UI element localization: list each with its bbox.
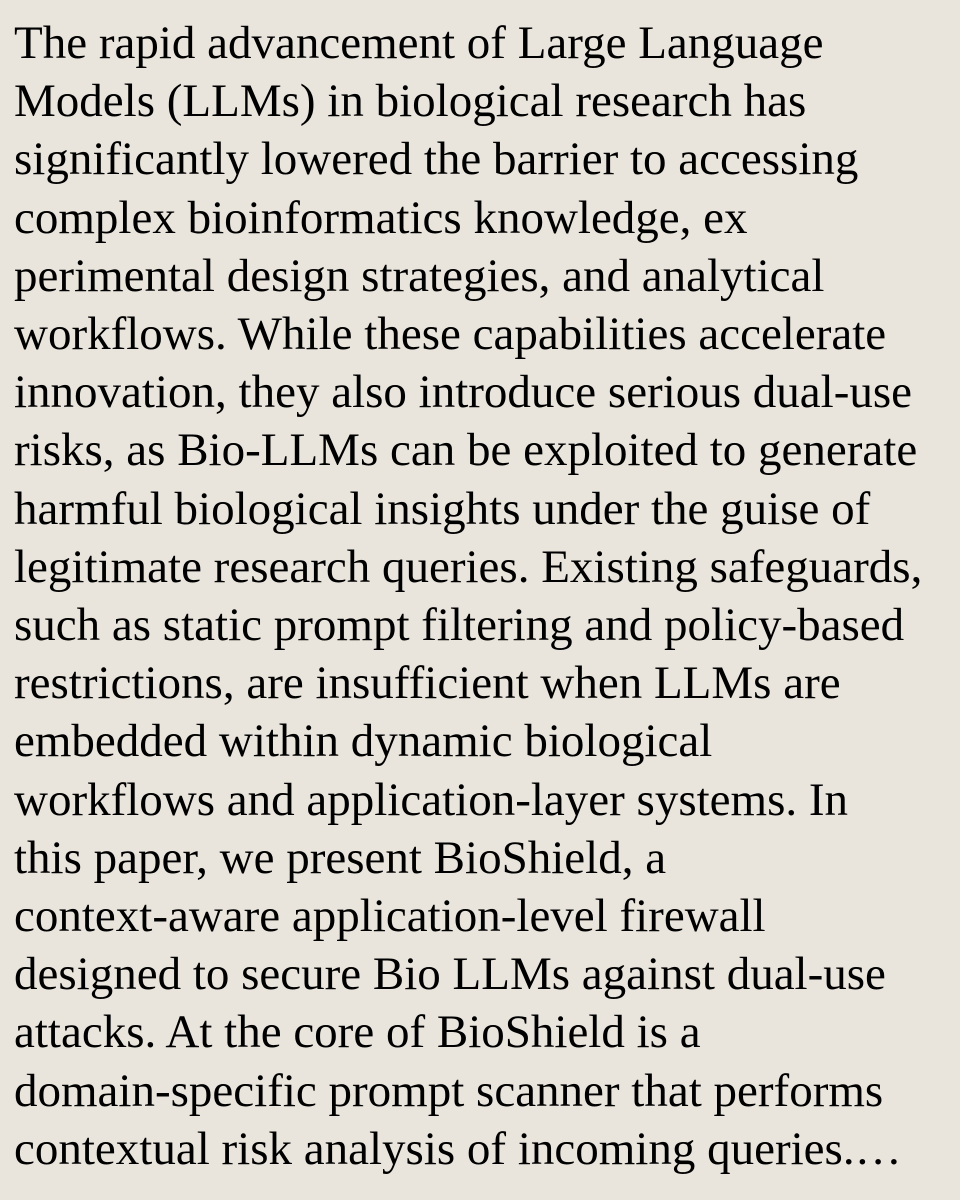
abstract-line: harmful biological insights under the guise of: [14, 482, 871, 535]
abstract-line: embedded within dynamic biological: [14, 715, 713, 768]
abstract-line: attacks. At the core of BioShield is a: [14, 1006, 701, 1059]
abstract-line: risks, as Bio-LLMs can be exploited to generate: [14, 424, 918, 477]
abstract-line: perimental design strategies, and analytical: [14, 249, 825, 302]
abstract-line: The rapid advancement of Large Language: [14, 17, 824, 69]
abstract-line: context-aware application-level firewall: [14, 890, 766, 943]
abstract-line: innovation, they also introduce serious dual-use: [14, 366, 913, 419]
abstract-line: domain-specific prompt scanner that performs: [14, 1064, 884, 1117]
abstract-line: workflows and application-layer systems. In: [14, 773, 849, 826]
abstract-line: this paper, we present BioShield, a: [14, 831, 667, 884]
abstract-line: legitimate research queries. Existing safeguards,: [14, 540, 923, 593]
abstract-text: [14, 14, 960, 1178]
abstract-line: such as static prompt filtering and policy-based: [14, 599, 905, 652]
abstract-line: restrictions, are insufficient when LLMs are: [14, 657, 841, 710]
abstract-line: contextual risk analysis of incoming queries.…: [14, 1122, 902, 1175]
abstract-line: Models (LLMs) in biological research has: [14, 75, 807, 128]
abstract-line: designed to secure Bio LLMs against dual-use: [14, 948, 886, 1001]
abstract-line: complex bioinformatics knowledge, ex: [14, 191, 748, 244]
abstract-line: significantly lowered the barrier to accessing: [14, 133, 859, 186]
abstract-line: workflows. While these capabilities accelerate: [14, 308, 887, 361]
